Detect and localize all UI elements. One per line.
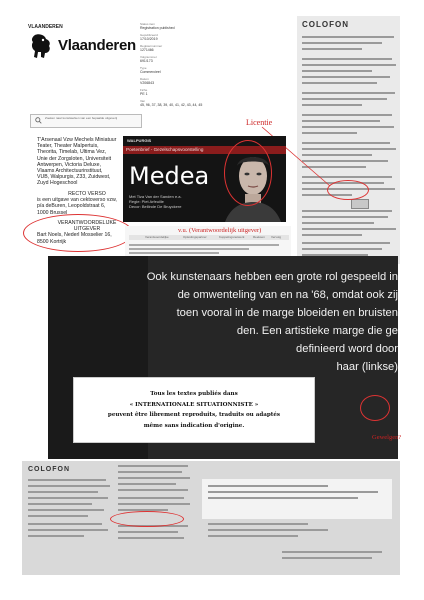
bottom-colofon-strip: [22, 461, 400, 575]
poster-title: Medea: [129, 162, 210, 190]
vu-annotation: v.u. (Verantwoordelijk uitgever): [178, 227, 262, 234]
poster-logo: WALPURGIS: [127, 138, 152, 143]
tab-vervolg[interactable]: Vervolg: [271, 235, 282, 239]
meta-item: Datum V206843: [140, 77, 155, 85]
responsible-publisher-block: VERANTWOORDELIJKE UITGEVER Bart Noels, Nederl Mosselier 16, 8500 Kortrijk: [37, 220, 117, 245]
poster-subtitle: Poetenbrief - Gezelschapsvoorstelling: [126, 147, 204, 152]
vlaanderen-logo: Vlaanderen: [58, 37, 136, 54]
partners-list: T'Arsenaal Vzw Mechels Miniatuur Teater, Theater Malpertuis, Theorita, Timelab, Ultima Vez, Unie der Zorgsloten, Universiteit Antwerpen, Victoria Deluxe, Vlaams Architectuurinstituut, VUB, Walpurgis, Z33, Zuidwest, Zuyd Hogeschool: [37, 137, 117, 187]
meta-item: Type Commercieel: [140, 66, 161, 74]
situationniste-card: [73, 377, 315, 443]
photo-quote: Ook kunstenaars hebben een grote rol gespeeld in de omwenteling van en na '68, omdat ook zij toen vooral in de marge bloeiden en bruisten den. Een artistieke marge die ge definieerd word door haar (linkse): [146, 271, 398, 373]
tab-opleidingspartner[interactable]: Opleidingspartner: [183, 235, 207, 239]
card-text: Tous les textes publiés dans « INTERNATIONALE SITUATIONNISTE » peuvent être librement reproduits, traduits ou adaptés même sans indication d'origine.: [107, 391, 281, 429]
meta-item: Gepubliceerd 17/10/2019: [140, 33, 158, 41]
bottom-colofon-title: COLOFON: [28, 466, 70, 473]
meta-item: Status item Registration published: [140, 22, 175, 30]
search-placeholder: Zoeken naar kunstwerken van een bepaalde uitgeverij: [45, 116, 118, 120]
licentie-annotation: Licentie: [246, 118, 273, 127]
meta-item: Volgnummer 691/173: [140, 55, 157, 63]
vlaanderen-label-small: VLAANDEREN: [28, 24, 63, 30]
tab-koppelingsnetwerk[interactable]: Koppelingsnetwerk: [219, 235, 245, 239]
meta-item: Van 45, 96, 37, 38, 39, 40, 41, 42, 43, 44, 45: [140, 99, 203, 107]
colofon-title: COLOFON: [302, 20, 349, 29]
tab-reeksen[interactable]: Reeksen: [253, 235, 265, 239]
gewelgen-annotation: Gewelgen?: [372, 434, 402, 441]
meta-item: Registernummer 1271466: [140, 44, 163, 52]
meta-item: Fiche PE 1: [140, 88, 148, 96]
recto-verso-block: RECTO VERSO is een uitgave van cektoverso vzw, p/a deBuren, Leopoldstraat 6, 1000 Brussel: [37, 191, 117, 216]
poster-credits: Met Tiza Van der Sanden e.a. Regie: Piet Arfeuille Decor: Bellinde De Bruyckere: [129, 194, 182, 209]
tab-verantwoordelijke[interactable]: Verantwoordelijke: [145, 235, 169, 239]
bottom-highlight-circle: [110, 511, 184, 527]
gewelgen-highlight-circle: [360, 395, 390, 421]
portrait-highlight-circle: [224, 140, 272, 206]
